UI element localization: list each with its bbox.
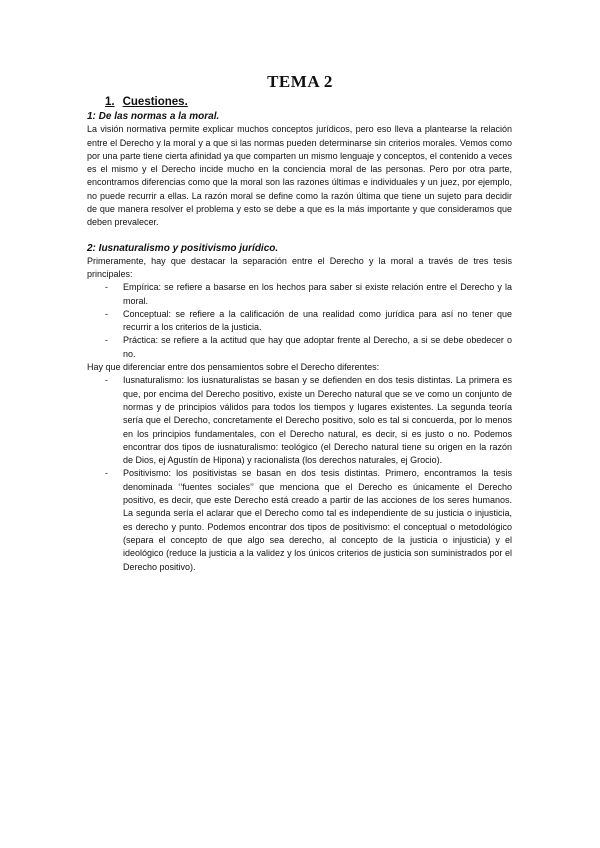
theses-list: [87, 281, 512, 361]
section-heading: [105, 96, 512, 109]
thoughts-list: [87, 374, 512, 573]
list-item: - Positivismo: los positivistas se basan en dos tesis distintas. Primero, encontramos la tesis denominada ‘’fuentes sociales’’ que menciona que el Derecho es únicamente el Derecho positivo, es decir, que este Derecho está creado a partir de las acciones de los seres humanos. La segunda sería el aclarar que el Derecho como tal es independiente de su justicia o injusticia, es derecho y punto. Podemos encontrar dos tipos de positivismo: el conceptual o metodológico (separa el concepto de que algo sea derecho, al concepto de la justicia o injusticia) y el ideológico (reduce la justicia a la validez y los únicos criterios de justicia son suministrados por el Derecho positivo).: [87, 467, 512, 573]
subsection-1-title: 1: De las normas a la moral.: [87, 111, 220, 123]
subsection-2-intro: Primeramente, hay que destacar la separación entre el Derecho y la moral a través de tres tesis principales:: [87, 255, 512, 279]
list-item: - Práctica: se refiere a la actitud que hay que adoptar frente al Derecho, a si se debe obedecer o no.: [87, 334, 512, 361]
subsection-1-paragraph: La visión normativa permite explicar muchos conceptos jurídicos, pero eso lleva a plantearse la relación entre el Derecho y la moral y a que si las normas pueden determinarse sin criterios morales. Vemos como por una parte tiene cierta afinidad ya que comparten un mismo lenguaje y conceptos, el contenido a veces es el mismo y el Derecho incide mucho en la conciencia moral de las personas. Pero por otra parte, encontramos diferencias como que la moral son las razones últimas e individuales y un juez, por ejemplo, no puede recurrir a ellas. La razón moral se define como la razón última que tiene un sujeto para decidir de que manera resolver el problema y esto se debe a que es la más importante y que consideramos que deben prevalecer.: [87, 124, 512, 228]
section-heading-number: 1.: [105, 96, 115, 108]
document-title: TEMA 2: [267, 72, 333, 91]
subsection-2-intro-2: Hay que diferenciar entre dos pensamientos sobre el Derecho diferentes:: [87, 362, 380, 373]
list-item: - Conceptual: se refiere a la calificación de una realidad como jurídica para así no tener que recurrir a los criterios de la justicia.: [87, 308, 512, 335]
section-heading-label: Cuestiones.: [122, 96, 188, 108]
list-item: - Empírica: se refiere a basarse en los hechos para saber si existe relación entre el Derecho y la moral.: [87, 281, 512, 308]
document-body: [87, 96, 512, 574]
list-item: - Iusnaturalismo: los iusnaturalistas se basan y se defienden en dos tesis distintas. La primera es que, por encima del Derecho positivo, existe un Derecho natural que se ve como un conjunto de normas y de principios válidos para todos los tiempos y lugares existentes. La segunda teoría sería que el Derecho, concretamente el Derecho positivo, solo es tal si concuerda, por lo menos en los principios fundamentales, con el Derecho natural, es decir, si es justo o no. Podemos encontrar dos tipos de iusnaturalismo: teológico (el Derecho natural tiene su origen en la razón de Dios, ej Agustín de Hipona) y racionalista (los derechos naturales, ej Grocio).: [87, 374, 512, 467]
subsection-2-title: 2: Iusnaturalismo y positivismo jurídico.: [87, 242, 279, 254]
